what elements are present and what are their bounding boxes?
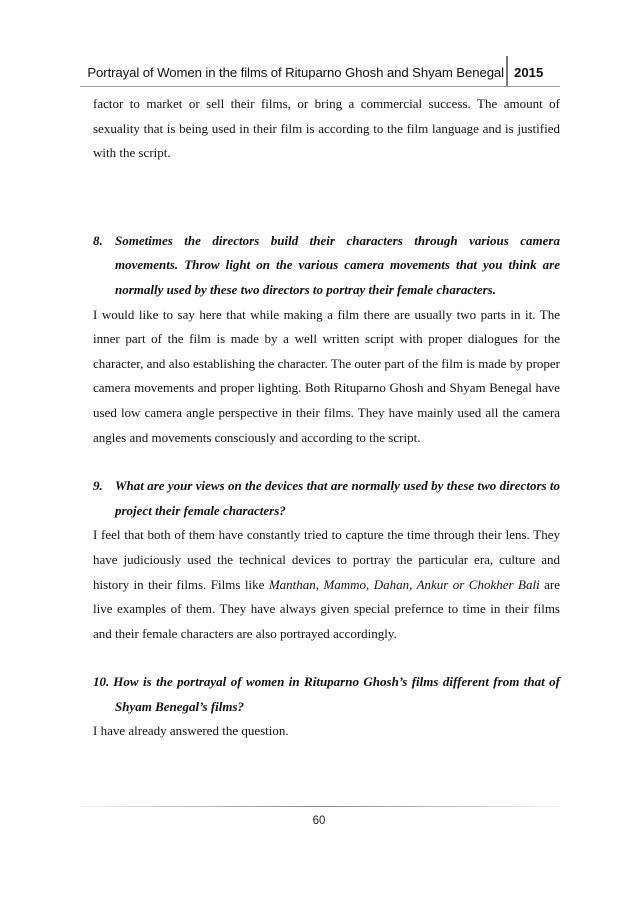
answer-9 [93,523,560,646]
answer-9-part1: I feel that both of them have constantly tried to capture the time through their lens. They have judiciously used the technical devices to portray the particular era, culture and history in their films. Films like [93,527,560,592]
header-year: 2015 [514,65,544,80]
header-rule [80,86,560,87]
intro-paragraph: factor to market or sell their films, or bring a commercial success. The amount of sexuality that is being used in their film is according to the film language and is justified with the script. [93,96,560,161]
question-9-text: What are your views on the devices that are normally used by these two directors to project their female characters? [115,478,560,518]
answer-9-film-titles: Manthan, Mammo, Dahan, Ankur or Chokher Bali [268,576,540,592]
page-number: 60 [312,815,326,827]
question-8 [93,229,560,303]
question-8-text: Sometimes the directors build their characters through various camera movements. Throw light on the various camera movements that you think are normally used by these two directors to portray their female characters. [115,232,560,297]
section-gap [93,646,560,670]
page-content [93,92,560,744]
question-10-text: How is the portrayal of women in Rituparno Ghosh’s films different from that of Shyam Benegal’s films? [113,674,560,714]
question-9 [93,474,560,523]
answer-8: I would like to say here that while making a film there are usually two parts in it. The inner part of the film is made by a well written script with proper dialogues for the character, and also establishing the character. The outer part of the film is made by proper camera movements and proper lighting. Both Rituparno Ghosh and Shyam Benegal have used low camera angle perspective in their films. They have mainly used all the camera angles and movements consciously and according to the script. [93,306,560,445]
running-header [80,56,560,86]
header-separator [506,56,508,86]
section-gap [93,450,560,474]
answer-10: I have already answered the question. [93,723,289,739]
question-10-number: 10. [93,674,110,690]
answer-9-part2: are live examples of them. They have always given special prefernce to time in their films and their female characters are also portrayed accordingly. [93,576,561,641]
question-8-number: 8. [93,232,103,248]
question-9-number: 9. [93,478,103,494]
footer-rule [80,806,560,807]
section-gap [93,166,560,229]
header-title: Portrayal of Women in the films of Rituparno Ghosh and Shyam Benegal [87,65,504,80]
question-10 [93,670,560,719]
